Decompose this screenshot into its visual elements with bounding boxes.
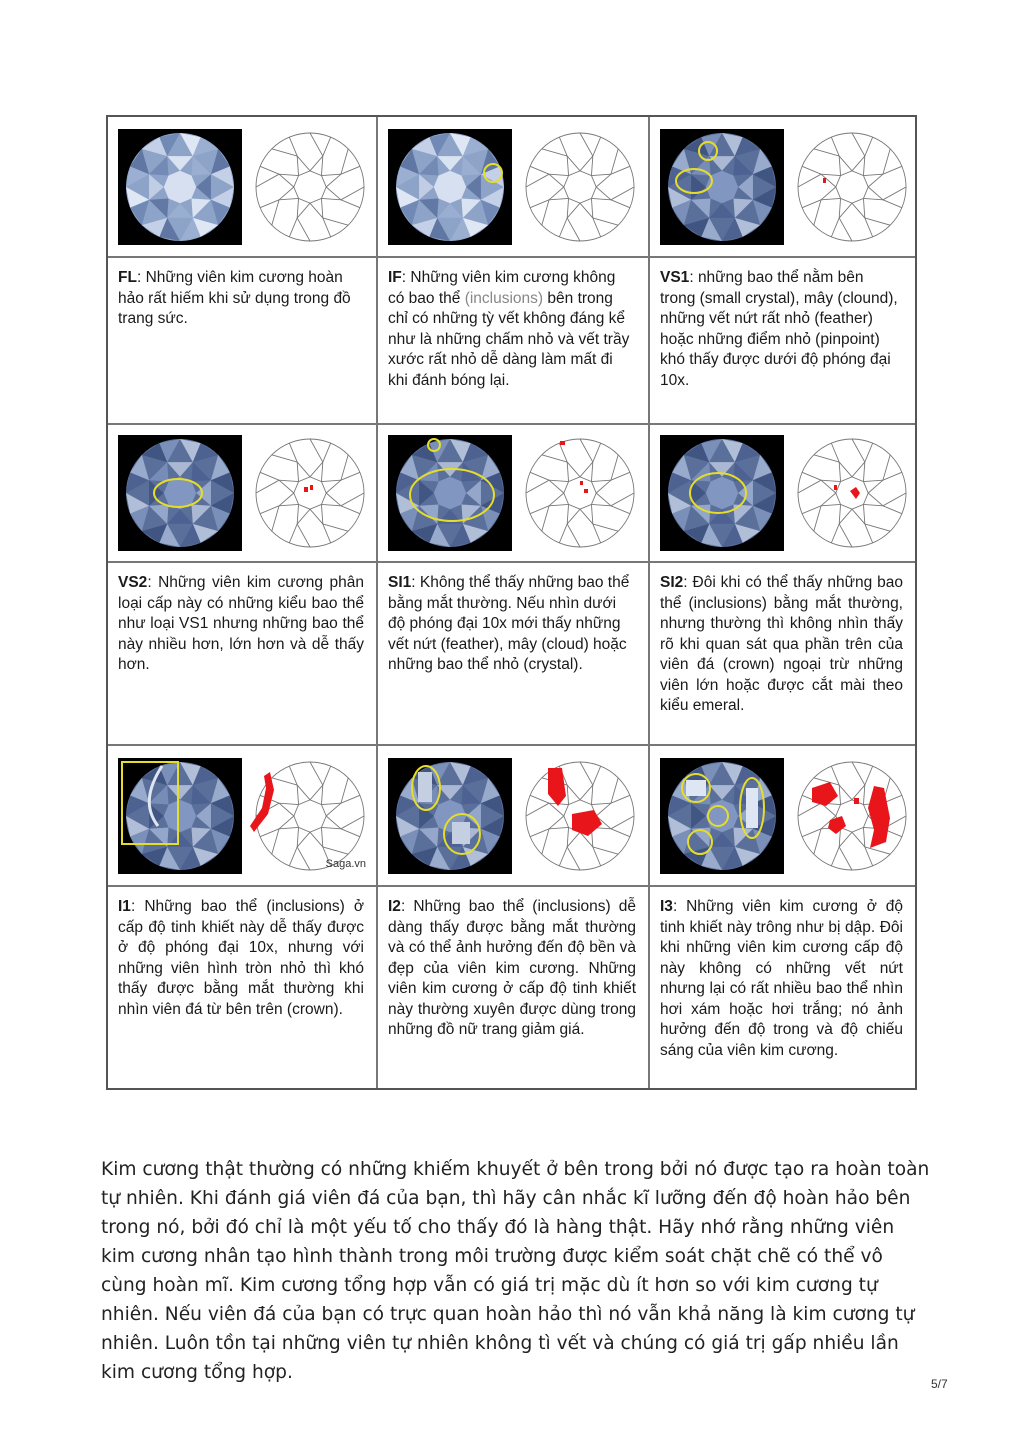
body-paragraph: Kim cương thật thường có những khiếm khuyết ở bên trong bởi nó được tạo ra hoàn toàn tự nhiên. Khi đánh giá viên đá của bạn, thì hãy cân nhắc kĩ lưỡng đến độ hoàn hảo bên trong nó, bởi đó chỉ là một yếu tố cho thấy đó là hàng thật. Hãy nhớ rằng những viên kim cương nhân tạo hình thành trong môi trường được kiểm soát chặt chẽ có thể vô cùng hoàn mĩ. Kim cương tổng hợp vẫn có giá trị mặc dù ít hơn so với kim cương tự nhiên. Nếu viên đá của bạn có trực quan hoàn hảo thì nó vẫn khả năng là kim cương tự nhiên. Luôn tồn tại những viên tự nhiên không tì vết và chúng có giá trị gấp nhiều lần kim cương tổng hợp. [101,1158,930,1383]
diamond-photo-vs1 [660,129,784,245]
grade-label-i1: I1 [118,898,131,915]
grade-label-if: IF [388,269,402,286]
grade-label-vs2: VS2 [118,574,148,591]
diamond-plot-si2 [790,435,914,551]
diamond-photo-i2 [388,758,512,874]
grade-label-i3: I3 [660,898,673,915]
diamond-plot-si1 [518,435,642,551]
grade-description-si1: Không thể thấy những bao thể bằng mắt thường. Nếu nhìn dưới độ phóng đại 10x mới thấy những vết nứt (feather), mây (cloud) hoặc những bao thể nhỏ (crystal). [388,574,630,673]
diamond-photo-vs2 [118,435,242,551]
diamond-photo-i1 [118,758,242,874]
grade-label-fl: FL [118,269,137,286]
grade-text-vs1: VS1: những bao thể nằm bên trong (small crystal), mây (clound), những vết nứt rất nhỏ (feather) hoặc những điểm nhỏ (pinpoint) khó thấy được dưới độ phóng đại 10x. [650,258,915,425]
diamond-plot-if [518,129,642,245]
grade-description-vs2: Những viên kim cương phân loại cấp này có những kiểu bao thể như loại VS1 nhưng những bao thể này nhiều hơn, lớn hơn và dễ thấy hơn. [118,574,364,673]
faint-term: (inclusions) [464,289,544,307]
diamond-photo-i3 [660,758,784,874]
image-cell-fl [108,117,378,258]
grade-text-if: IF: Những viên kim cương không có bao thể (inclusions) bên trong chỉ có những tỳ vết không đáng kể như là những chấm nhỏ và vết trầy xước rất nhỏ dễ dàng làm mất đi khi đánh bóng lại. [378,258,650,425]
grade-description-vs1: những bao thể nằm bên trong (small crystal), mây (clound), những vết nứt rất nhỏ (feather) hoặc những điểm nhỏ (pinpoint) khó thấy được dưới độ phóng đại 10x. [660,269,898,389]
grade-text-si1: SI1: Không thể thấy những bao thể bằng mắt thường. Nếu nhìn dưới độ phóng đại 10x mới thấy những vết nứt (feather), mây (cloud) hoặc những bao thể nhỏ (crystal). [378,563,650,746]
grade-label-si1: SI1 [388,574,412,591]
diamond-plot-fl [248,129,372,245]
diamond-plot-vs1 [790,129,914,245]
grade-description-i3: Những viên kim cương ở độ tinh khiết này trông như bị dập. Đôi khi những viên kim cương cấp độ này không có những vết nứt nhưng lại có rất nhiều bao thể nhìn hơi xám hoặc hơi trắng; nó ảnh hưởng đến độ trong và độ chiếu sáng của viên kim cương. [660,898,903,1059]
diamond-plot-i3 [790,758,914,874]
diamond-photo-si2 [660,435,784,551]
image-cell-i2 [378,746,650,887]
diamond-photo-if [388,129,512,245]
saga-watermark: Saga.vn [325,857,366,870]
grade-label-i2: I2 [388,898,401,915]
grade-description-i2: Những bao thể (inclusions) dễ dàng thấy được bằng mắt thường và có thể ảnh hưởng đến độ bền và đẹp của viên kim cương. Những viên kim cương ở cấp độ tinh khiết này thường xuyên được dùng trong những đồ nữ trang giảm giá. [388,898,636,1038]
diamond-photo-fl [118,129,242,245]
grade-text-i1: I1: Những bao thể (inclusions) ở cấp độ tinh khiết này dễ thấy được ở độ phóng đại 10x, nhưng với những viên hình tròn nhỏ thì khó thấy được bằng mắt thường khi nhìn viên đá từ bên trên (crown). [108,887,378,1088]
grade-description-si2: Đôi khi có thể thấy những bao thể (inclusions) bằng mắt thường, nhưng thường thì không nhìn thấy rõ khi quan sát qua phần trên của viên đá (crown) ngoại trừ những viên lớn hoặc được cắt mài theo kiểu emeral. [660,574,903,714]
image-cell-si1 [378,425,650,563]
grade-label-si2: SI2 [660,574,684,591]
grade-text-si2: SI2: Đôi khi có thể thấy những bao thể (inclusions) bằng mắt thường, nhưng thường thì không nhìn thấy rõ khi quan sát qua phần trên của viên đá (crown) ngoại trừ những viên lớn hoặc được cắt mài theo kiểu emeral. [650,563,915,746]
grade-text-i2: I2: Những bao thể (inclusions) dễ dàng thấy được bằng mắt thường và có thể ảnh hưởng đến độ bền và đẹp của viên kim cương. Những viên kim cương ở cấp độ tinh khiết này thường xuyên được dùng trong những đồ nữ trang giảm giá. [378,887,650,1088]
diamond-plot-vs2 [248,435,372,551]
image-cell-i3 [650,746,915,887]
grade-description-i1: Những bao thể (inclusions) ở cấp độ tinh khiết này dễ thấy được ở độ phóng đại 10x, nhưng với những viên hình tròn nhỏ thì khó thấy được bằng mắt thường khi nhìn viên đá từ bên trên (crown). [118,898,364,1018]
diamond-photo-si1 [388,435,512,551]
clarity-grade-table [106,115,917,1090]
grade-description-if: Những viên kim cương không có bao thể [388,269,616,307]
image-cell-vs1 [650,117,915,258]
grade-label-vs1: VS1 [660,269,690,286]
grade-text-vs2: VS2: Những viên kim cương phân loại cấp này có những kiểu bao thể như loại VS1 nhưng những bao thể này nhiều hơn, lớn hơn và dễ thấy hơn. [108,563,378,746]
image-cell-i1 [108,746,378,887]
image-cell-vs2 [108,425,378,563]
page-number: 5/7 [931,1377,948,1391]
image-cell-si2 [650,425,915,563]
diamond-plot-i1 [248,758,372,874]
image-cell-if [378,117,650,258]
grade-text-fl: FL: Những viên kim cương hoàn hảo rất hiếm khi sử dụng trong đồ trang sức. [108,258,378,425]
diamond-plot-i2 [518,758,642,874]
grade-text-i3: I3: Những viên kim cương ở độ tinh khiết này trông như bị dập. Đôi khi những viên kim cương cấp độ này không có những vết nứt nhưng lại có rất nhiều bao thể nhìn hơi xám hoặc hơi trắng; nó ảnh hưởng đến độ trong và độ chiếu sáng của viên kim cương. [660,898,903,1059]
grade-description-fl: Những viên kim cương hoàn hảo rất hiếm khi sử dụng trong đồ trang sức. [118,269,351,327]
